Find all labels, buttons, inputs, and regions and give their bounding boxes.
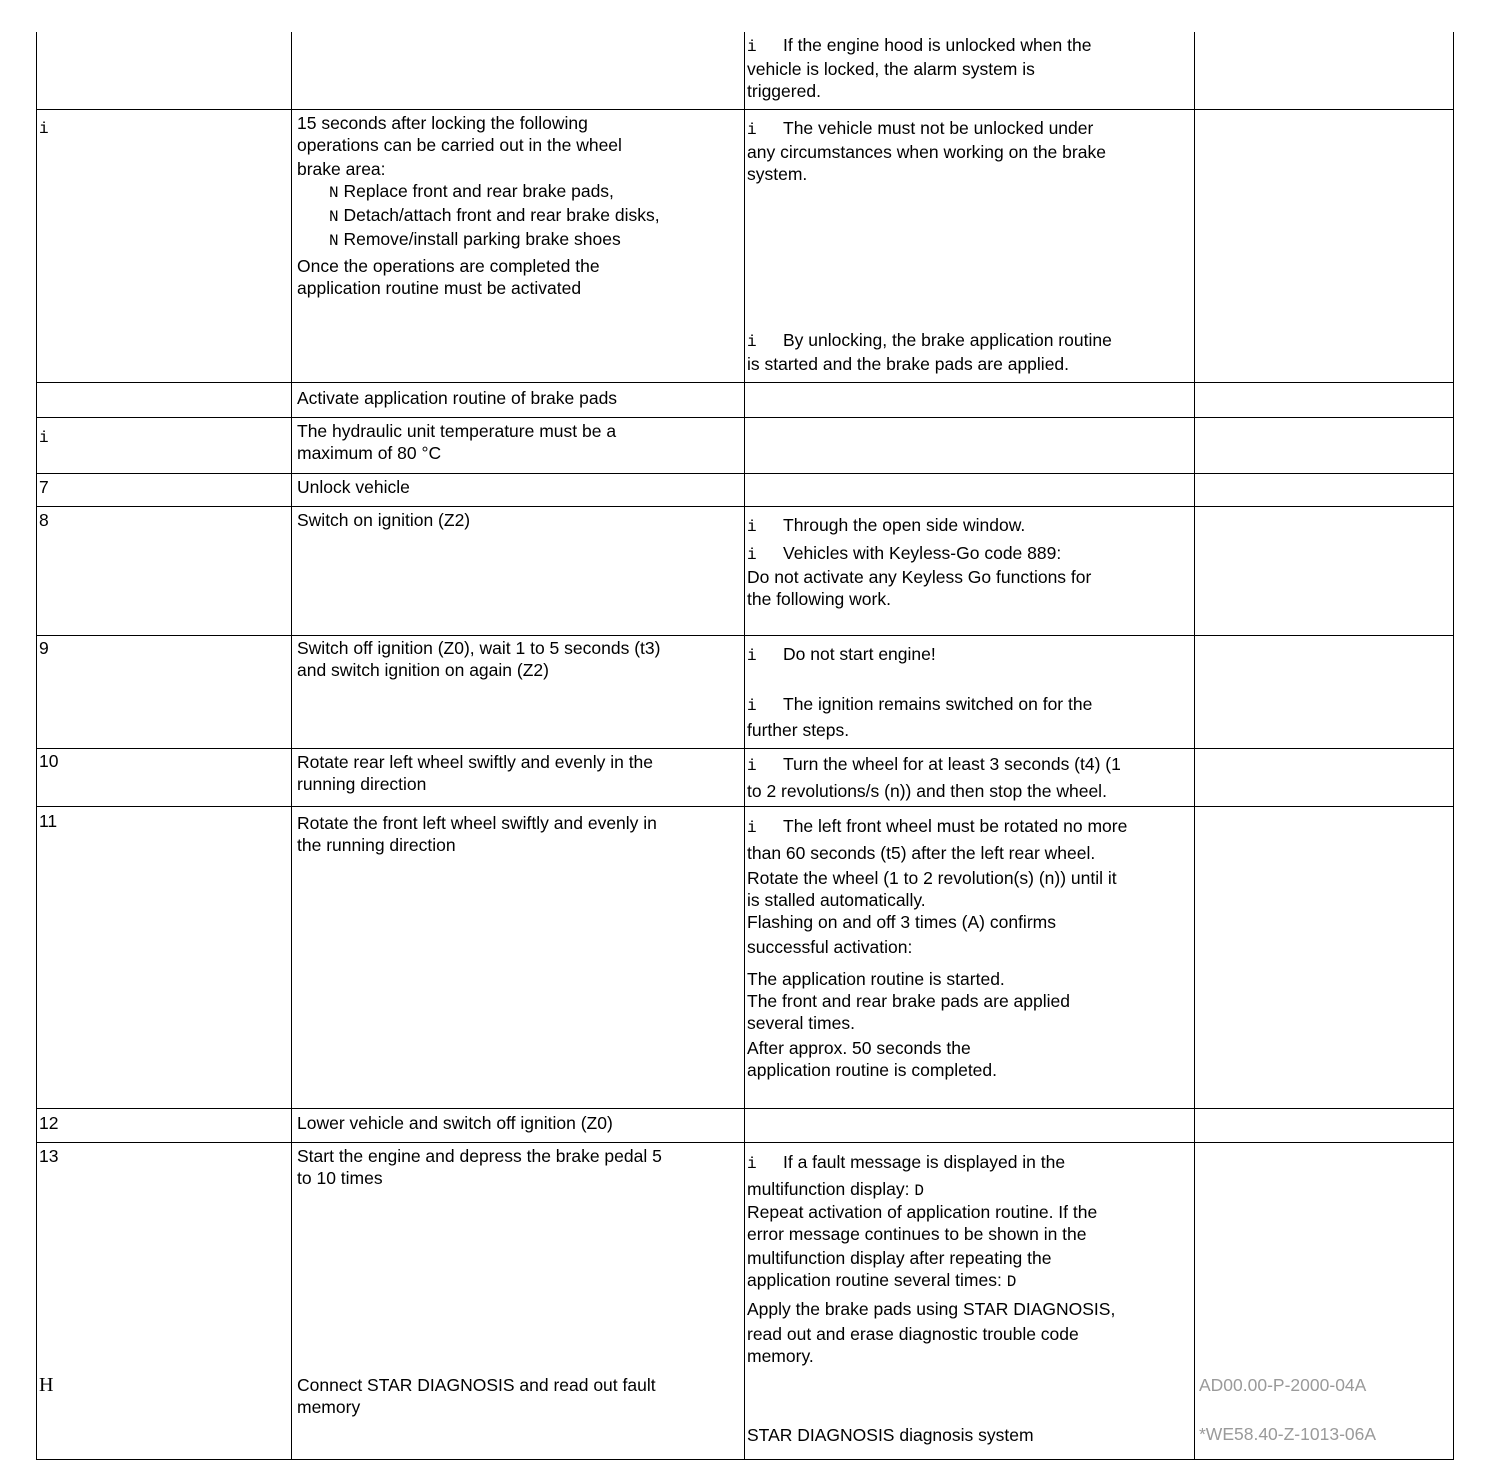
info-icon: i (747, 518, 757, 536)
lock-note-2: i By unlocking, the brake application routine is started and the brake pads are applied. (747, 330, 1112, 374)
info-icon: i (747, 647, 757, 665)
document-reference-link[interactable]: AD00.00-P-2000-04A (1199, 1375, 1367, 1395)
info-icon: i (747, 819, 757, 837)
step-number: 11 (39, 811, 58, 831)
hint-marker: H (39, 1374, 54, 1396)
info-icon: i (747, 1155, 757, 1173)
step-11-text: Rotate the front left wheel swiftly and evenly in the running direction (297, 813, 657, 855)
step-number: 12 (39, 1113, 59, 1133)
bullet-icon: N (329, 208, 339, 226)
step-info-marker: i (39, 429, 49, 447)
document-reference-icon: D (1006, 1273, 1017, 1291)
step-13-note: i If a fault message is displayed in the multifunction display: D (747, 1152, 1066, 1200)
step-info-marker: i (39, 120, 49, 138)
diagnosis-tool: STAR DIAGNOSIS diagnosis system (747, 1425, 1034, 1445)
bullet-icon: N (329, 232, 339, 250)
row-border (36, 417, 1454, 418)
step-number: 9 (39, 638, 49, 658)
tool-reference-link[interactable]: *WE58.40-Z-1013-06A (1199, 1424, 1377, 1444)
row-border (36, 382, 1454, 383)
step-9-note-2: i The ignition remains switched on for the further steps. (747, 694, 1093, 740)
col-border-right (1453, 32, 1454, 1460)
step-12-text: Lower vehicle and switch off ignition (Z0) (297, 1113, 613, 1133)
step-10-note: i Turn the wheel for at least 3 seconds (t4) (1 to 2 revolutions/s (n)) and then stop the wheel. (747, 754, 1121, 801)
row-border (36, 506, 1454, 507)
info-icon: i (747, 546, 757, 564)
connect-diagnosis-text: Connect STAR DIAGNOSIS and read out fault memory (297, 1375, 656, 1417)
info-icon: i (747, 38, 757, 56)
row-border-bottom (36, 1459, 1454, 1460)
col-border-3 (1194, 32, 1195, 1460)
document-reference-icon: D (914, 1182, 924, 1200)
step-8-note-2: i Vehicles with Keyless-Go code 889: Do not activate any Keyless Go functions for the following work. (747, 543, 1092, 609)
lock-note-1: i The vehicle must not be unlocked under any circumstances when working on the brake system. (747, 118, 1106, 184)
step-8-text: Switch on ignition (Z2) (297, 510, 471, 530)
step-13-text: Start the engine and depress the brake pedal 5 to 10 times (297, 1146, 662, 1188)
step-8-note-1: i Through the open side window. (747, 515, 1026, 536)
step-number: 7 (39, 477, 49, 497)
step-number: 13 (39, 1146, 59, 1166)
step-13-details: Repeat activation of application routine. If the error message continues to be shown in the multifunction display after repeating the application routine several times: D Apply the brake pads using STAR DIAGNOSIS, read out and erase diagnostic trouble code memory. (747, 1202, 1116, 1366)
col-border-1 (291, 32, 292, 1460)
row-border (36, 806, 1454, 807)
info-icon: i (747, 697, 757, 715)
row-border (36, 1108, 1454, 1109)
step-9-text: Switch off ignition (Z0), wait 1 to 5 seconds (t3) and switch ignition on again (Z2) (297, 638, 661, 680)
row-border (36, 635, 1454, 636)
lock-instructions: 15 seconds after locking the following operations can be carried out in the wheel brake area: N Replace front and rear brake pads, N Detach/attach front and rear brake disks, N Remove/install parking brake shoes Once the operations are completed the application routine must be activated (297, 113, 660, 298)
info-icon: i (747, 121, 757, 139)
step-11-note: i The left front wheel must be rotated no more than 60 seconds (t5) after the left rear wheel. (747, 816, 1128, 863)
bullet-icon: N (329, 184, 339, 202)
temperature-text: The hydraulic unit temperature must be a maximum of 80 °C (297, 421, 617, 463)
hood-note: i If the engine hood is unlocked when the vehicle is locked, the alarm system is triggered. (747, 35, 1092, 101)
step-10-text: Rotate rear left wheel swiftly and evenly in the running direction (297, 752, 654, 794)
step-11-details: Rotate the wheel (1 to 2 revolution(s) (n)) until it is stalled automatically. Flashing on and off 3 times (A) confirms successful activation: The application routine is started. The front and rear brake pads are applied several times. After approx. 50 seconds the application routine is completed. (747, 868, 1117, 1080)
row-border (36, 473, 1454, 474)
info-icon: i (747, 757, 757, 775)
row-border (36, 748, 1454, 749)
activate-heading: Activate application routine of brake pads (297, 388, 618, 408)
col-border-left (36, 32, 37, 1460)
step-number: 10 (39, 751, 59, 771)
step-7-text: Unlock vehicle (297, 477, 410, 497)
step-number: 8 (39, 510, 49, 530)
step-9-note-1: i Do not start engine! (747, 644, 936, 665)
row-border (36, 1142, 1454, 1143)
info-icon: i (747, 333, 757, 351)
row-border (36, 109, 1454, 110)
col-border-2 (744, 32, 745, 1460)
